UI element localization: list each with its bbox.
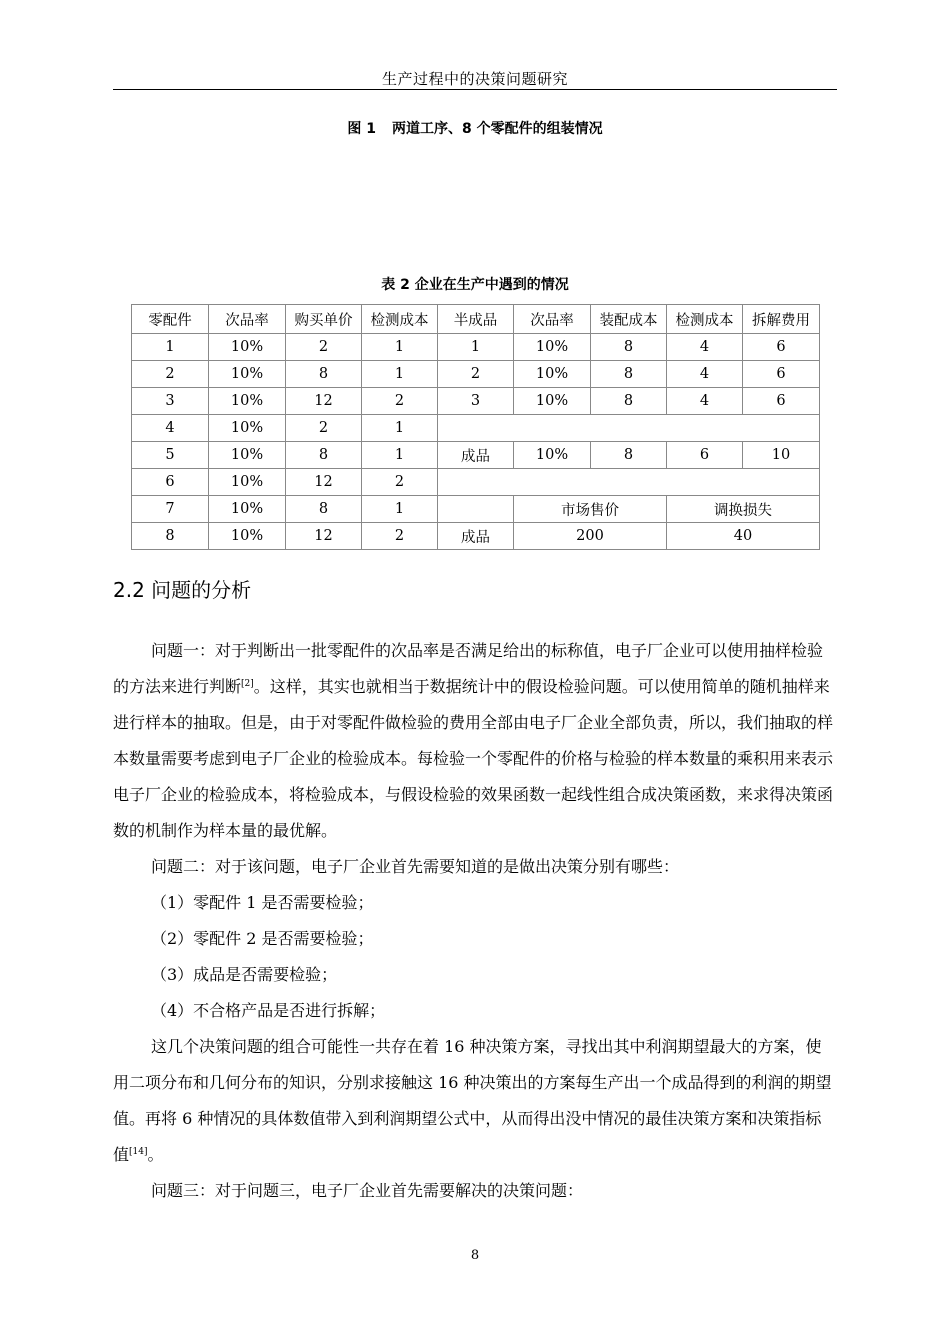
table-cell: 12 [286,523,362,550]
table-cell: 8 [286,361,362,388]
table-header-cell: 检测成本 [362,305,438,334]
table-cell: 8 [132,523,209,550]
table-cell: 7 [132,496,209,523]
list-item: （4）不合格产品是否进行拆解； [151,1001,386,1020]
table-cell: 市场售价 [514,496,667,523]
paragraph-text: 这几个决策问题的组合可能性一共存在着 16 种决策方案，寻找出其中利润期望最大的方案，使用二项分布和几何分布的知识，分别求接触这 16 种决策出的方案每生产出一个成品得到的利润的期望值。再将 6 种情况的具体数值带入到利润期望公式中，从而得出没中情况的最佳决策方案和决策指标值 [113,1037,832,1164]
figure-label: 图 1 [347,121,376,137]
paragraph-text: 。 [147,1145,164,1164]
table-caption: 表 2 企业在生产中遇到的情况 [381,277,569,293]
table-cell: 10% [209,496,286,523]
table-cell: 5 [132,442,209,469]
table-cell: 10% [514,361,591,388]
table-cell: 10% [209,361,286,388]
table-cell: 10% [209,334,286,361]
table-empty-cell [438,496,514,523]
table-cell: 6 [743,334,820,361]
table-cell: 10% [209,415,286,442]
table-cell: 1 [362,496,438,523]
paragraph-text: 。这样，其实也就相当于数据统计中的假设检验问题。可以使用简单的随机抽样来进行样本的抽取。但是，由于对零配件做检验的费用全部由电子厂企业全部负责，所以，我们抽取的样本数量需要考虑到电子厂企业的检验成本。每检验一个零配件的价格与检验的样本数量的乘积用来表示电子厂企业的检验成本，将检验成本，与假设检验的效果函数一起线性组合成决策函数，来求得决策函数的机制作为样本量的最优解。 [113,677,834,840]
table-cell: 2 [286,415,362,442]
table-cell: 10% [209,469,286,496]
table-cell: 2 [362,469,438,496]
table-cell: 8 [286,496,362,523]
figure-caption-text: 两道工序、8 个零配件的组装情况 [392,121,603,137]
table-cell: 2 [362,388,438,415]
table-cell: 10% [514,334,591,361]
table-cell: 成品 [438,523,514,550]
running-header: 生产过程中的决策问题研究 [381,70,568,88]
table-cell: 10% [514,442,591,469]
table-cell: 3 [438,388,514,415]
paragraph-decision-combinations [113,1029,837,1173]
table-header-cell: 零配件 [132,305,209,334]
section-title: 2.2 问题的分析 [113,578,252,602]
table-cell: 1 [362,415,438,442]
table-header-cell: 次品率 [209,305,286,334]
table-row [132,442,820,469]
table-cell: 10% [209,388,286,415]
table-cell: 6 [743,361,820,388]
paragraph-question-1 [113,633,837,849]
table-cell: 6 [132,469,209,496]
table-header-cell: 次品率 [514,305,591,334]
table-cell: 40 [667,523,820,550]
table-row [132,388,820,415]
table-row [132,496,820,523]
table-cell: 4 [667,361,743,388]
table-cell: 1 [362,442,438,469]
table-cell: 调换损失 [667,496,820,523]
table-cell: 4 [132,415,209,442]
table-cell: 8 [591,388,667,415]
table-cell: 10% [209,442,286,469]
table-cell: 1 [362,334,438,361]
table-cell: 12 [286,388,362,415]
table-row [132,469,820,496]
table-row [132,361,820,388]
data-table [131,304,820,550]
table-cell: 6 [667,442,743,469]
list-item: （2）零配件 2 是否需要检验； [151,929,374,948]
table-row [132,415,820,442]
table-row [132,523,820,550]
table-cell: 1 [438,334,514,361]
table-cell: 8 [591,442,667,469]
table-cell: 1 [132,334,209,361]
table-cell: 10% [514,388,591,415]
figure-caption [113,118,837,138]
table-cell: 2 [438,361,514,388]
page-number: 8 [470,1248,480,1263]
table-header-cell: 装配成本 [591,305,667,334]
table-cell: 2 [132,361,209,388]
table-cell: 200 [514,523,667,550]
paragraph-text: 问题一：对于判断出一批零配件的次品率是否满足给出的标称值，电子厂企业可以使用抽样检验的方法来进行判断 [113,641,824,696]
table-cell: 10% [209,523,286,550]
table-cell: 10 [743,442,820,469]
list-item: （1）零配件 1 是否需要检验； [151,893,374,912]
table-cell: 2 [286,334,362,361]
list-item: （3）成品是否需要检验； [151,965,338,984]
table-cell: 4 [667,334,743,361]
citation-ref: [14] [129,1147,148,1157]
table-cell: 8 [591,334,667,361]
table-cell: 4 [667,388,743,415]
table-header-cell: 检测成本 [667,305,743,334]
header-rule [113,89,837,90]
table-cell: 6 [743,388,820,415]
table-cell: 12 [286,469,362,496]
table-empty-cell [438,469,820,496]
body-text [113,633,837,1209]
table-header-cell: 购买单价 [286,305,362,334]
table-cell: 1 [362,361,438,388]
table-cell: 成品 [438,442,514,469]
paragraph-question-2: 问题二：对于该问题，电子厂企业首先需要知道的是做出决策分别有哪些： [151,857,680,876]
table-cell: 3 [132,388,209,415]
paragraph-question-3: 问题三：对于问题三，电子厂企业首先需要解决的决策问题： [151,1181,584,1200]
table-cell: 8 [591,361,667,388]
table-header-row [132,305,820,334]
citation-ref: [2] [241,679,254,689]
table-empty-cell [438,415,820,442]
table-header-cell: 半成品 [438,305,514,334]
table-cell: 2 [362,523,438,550]
table-row [132,334,820,361]
table-header-cell: 拆解费用 [743,305,820,334]
table-cell: 8 [286,442,362,469]
